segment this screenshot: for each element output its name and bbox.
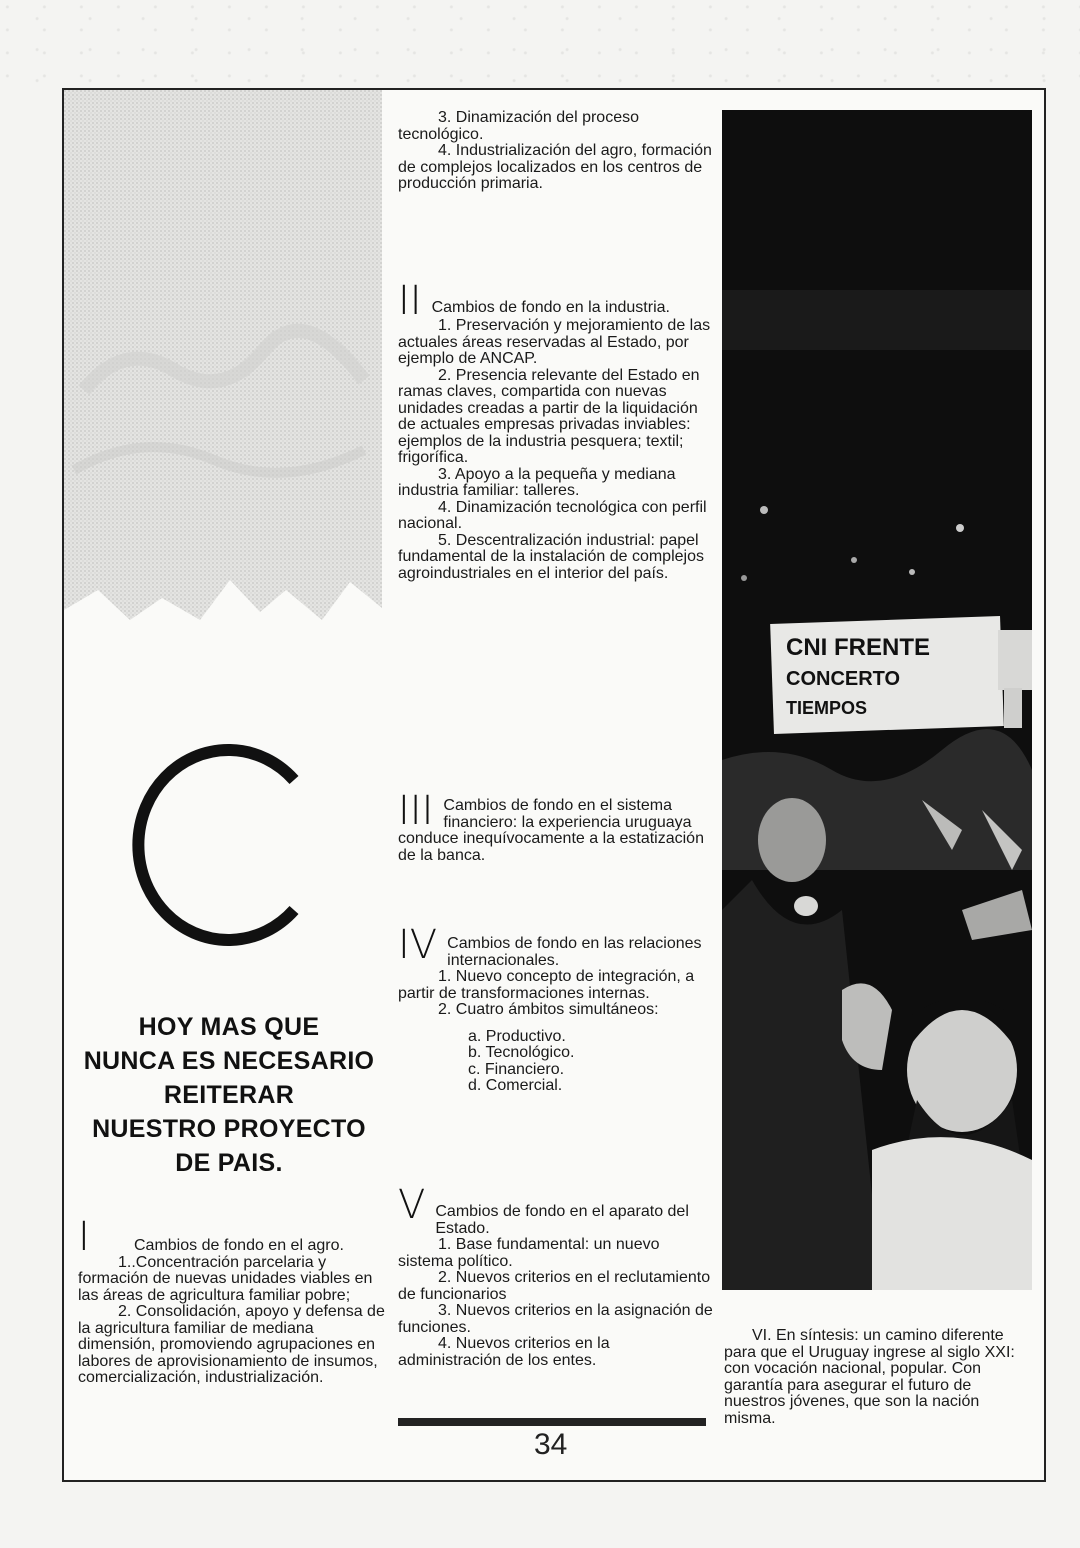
drop-letter-c — [122, 740, 322, 950]
section-title: Cambios de fondo en la industria. — [431, 299, 670, 316]
section-iii — [398, 788, 714, 864]
section-v — [398, 1182, 714, 1369]
section-item: 1. Preservación y mejoramiento de las actuales áreas reservadas al Estado, por ejemplo de ANCAP. — [398, 317, 711, 367]
section-vi — [724, 1328, 1034, 1427]
banner-line: CNI FRENTE — [786, 634, 930, 661]
banner — [770, 616, 1004, 734]
section-item: 3. Dinamización del proceso tecnológico. — [398, 109, 639, 143]
headline-line: DE PAIS. — [175, 1149, 283, 1177]
headline-line: HOY MAS QUE — [138, 1013, 320, 1041]
sub-item: b. Tecnológico. — [468, 1044, 575, 1061]
section-item: 4. Industrialización del agro, formación de complejos localizados en los centros de producción primaria. — [398, 142, 712, 192]
section-numeral: III — [398, 788, 434, 834]
banner-line: CONCERTO — [786, 668, 901, 690]
section-item: 4. Nuevos criterios en la administración de los entes. — [398, 1335, 610, 1369]
section-numeral: V — [398, 1182, 426, 1228]
section-item: 3. Apoyo a la pequeña y mediana industria familiar: talleres. — [398, 465, 676, 499]
section-numeral: I — [78, 1214, 90, 1260]
section-numeral: II — [398, 278, 422, 324]
section-item: 2. Nuevos criterios en el reclutamiento de funcionarios — [398, 1269, 711, 1303]
crowd-photo-image — [722, 110, 1032, 1290]
section-item: 1. Nuevo concepto de integración, a partir de transformaciones internas. — [398, 968, 695, 1002]
section-item: 4. Dinamización tecnológica con perfil nacional. — [398, 498, 707, 532]
section-item: 1. Base fundamental: un nuevo sistema político. — [398, 1236, 660, 1270]
page-frame — [62, 88, 1046, 1482]
section-item: 3. Nuevos criterios en la asignación de funciones. — [398, 1302, 713, 1336]
section-numeral: IV — [398, 922, 438, 968]
page-number: 34 — [534, 1428, 568, 1461]
section-title: Cambios de fondo en el sistema financiero: la experiencia uruguaya conduce inequívocamente a la estatización de la banca. — [398, 797, 704, 864]
banner-line: TIEMPOS — [786, 698, 868, 718]
divider-rule — [398, 1418, 706, 1426]
sub-item: c. Financiero. — [468, 1060, 565, 1078]
mountain-illustration — [64, 90, 382, 660]
section-item: 2. Presencia relevante del Estado en ramas claves, compartida con nuevas unidades creadas a partir de la liquidación de actuales empresas privadas inviables: ejemplos de la industria pesquera; textil; frigorífica. — [398, 366, 700, 466]
section-item: 2. Cuatro ámbitos simultáneos: — [438, 1001, 659, 1018]
section-item: 5. Descentralización industrial: papel fundamental de la instalación de complejos agroindustriales en el interior del país. — [398, 531, 704, 582]
section-title: Cambios de fondo en las relaciones internacionales. — [447, 935, 702, 969]
section-title: Cambios de fondo en el agro. — [134, 1237, 344, 1254]
sub-list — [468, 1029, 714, 1095]
headline-line: NUNCA ES NECESARIO — [83, 1047, 375, 1075]
section-iv — [398, 922, 714, 1095]
sub-item: a. Productivo. — [468, 1027, 566, 1045]
protest-photo — [722, 110, 1032, 1290]
headline-line: REITERAR — [163, 1081, 295, 1109]
headline — [64, 1010, 394, 1180]
section-item: 2. Consolidación, apoyo y defensa de la agricultura familiar de mediana dimensión, promoviendo agrupaciones en labores de aprovisionamiento de insumos, comercialización, industrialización. — [78, 1303, 385, 1386]
section-ii — [398, 278, 714, 582]
section-item: 1..Concentración parcelaria y formación de nuevas unidades viables en las áreas de agricultura familiar pobre; — [78, 1253, 373, 1304]
section-i — [78, 1214, 390, 1387]
section-text: VI. En síntesis: un camino diferente para que el Uruguay ingrese al siglo XXI: con vocación nacional, popular. Con garantía para asegurar el futuro de nuestros jóvenes, que son la nación misma. — [724, 1327, 1015, 1427]
sub-item: d. Comercial. — [468, 1077, 563, 1094]
section-title: Cambios de fondo en el aparato del Estado. — [435, 1203, 689, 1237]
section-continuation — [398, 110, 714, 193]
paper-texture — [0, 0, 1080, 88]
headline-line: NUESTRO PROYECTO — [92, 1115, 366, 1143]
